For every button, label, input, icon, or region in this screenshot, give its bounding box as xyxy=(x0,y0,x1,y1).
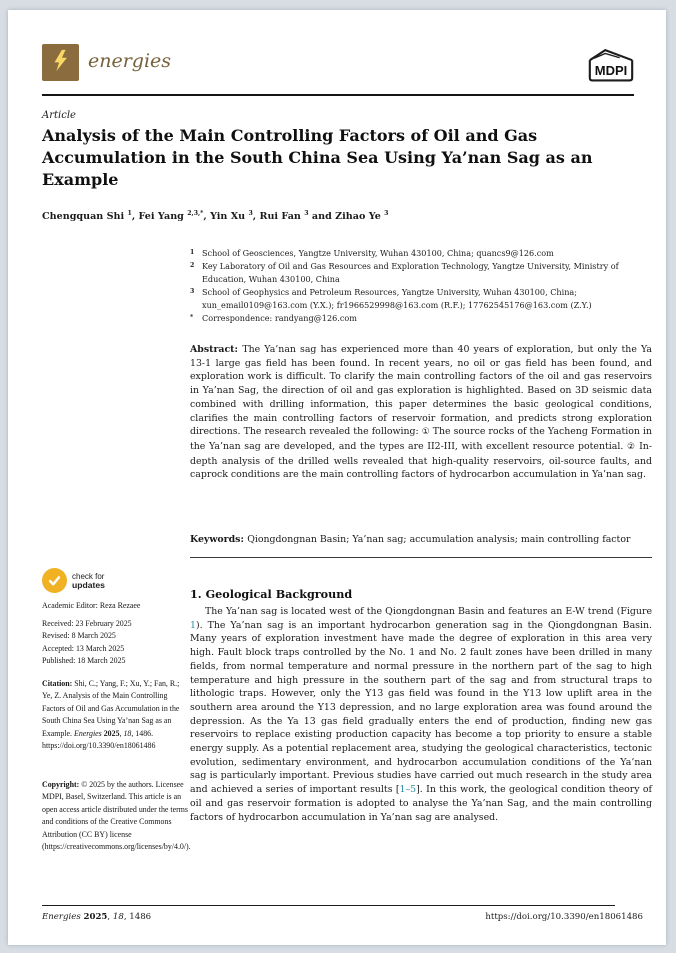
correspondence-text: Correspondence: randyang@126.com xyxy=(202,313,357,323)
check-for-updates-badge[interactable] xyxy=(42,567,152,594)
section-body-paragraph: The Ya’nan sag is located west of the Qiongdongnan Basin and features an E-W trend (Figure 1). The Ya’nan sag is an important hydrocarbon generation sag in the Qiongdongnan Basin. Many years of exploration investment have made the degree of exploration in this area very high. Fault block traps controlled by the No. 1 and No. 2 fault zones have been drilled in many fields, from normal temperature and normal pressure in the northern part of the sag to high temperature and high pressure in the southern part of the sag and from structural traps to lithologic traps. However, only the Y13 gas field was found in the Y13 low uplift area in the southern area around the Y13 depression, and no large exploration area was found around the depression. As the Ya 13 gas field gradually enters the end of production, finding new gas reservoirs to replace existing production capacity has become a top priority to ensure a stable energy supply. As a potential replacement area, studying the geological characteristics, tectonic evolution, sedimentary environment, and hydrocarbon accumulation conditions of the Ya’nan sag is particularly important. Previous studies have carried out much research in the study area and achieved a series of important results [1–5]. In this work, the geological condition theory of oil and gas reservoir formation is adopted to analyse the Ya’nan Sag, and the main controlling factors of hydrocarbon accumulation in Ya’nan sag are analysed. xyxy=(190,606,652,823)
abstract-paragraph: Abstract: The Ya’nan sag has experienced more than 40 years of exploration, but only the Ya 13-1 large gas field has been found. In recent years, no oil or gas field has been found, and exploration work is difficult. To clarify the main controlling factors of the oil and gas reservoirs in Ya’nan Sag, the direction of oil and gas exploration is highlighted. Based on 3D seismic data combined with drilling information, this paper determines the basic geological conditions, clarifies the main controlling factors of reservoir formation, and predicts strong exploration directions. The research revealed the following: ① The source rocks of the Yacheng Formation in the Ya’nan sag are developed, and the types are II2-III, with excellent resource potential. ② In-depth analysis of the drilled wells revealed that high-quality reservoirs, oil-source faults, and caprock conditions are the main controlling factors of hydrocarbon accumulation in Ya’nan sag. xyxy=(190,344,653,481)
correspondence-item xyxy=(190,312,642,325)
revised-date: Revised: 8 March 2025 xyxy=(42,631,116,641)
checkmark-icon xyxy=(42,568,67,593)
keywords-divider xyxy=(190,557,652,558)
affiliation-item xyxy=(190,247,642,260)
section-heading: 1. Geological Background xyxy=(190,587,353,601)
affiliation-text: School of Geophysics and Petroleum Resources, Yangtze University, Wuhan 430100, China; xun_email0109@163.com (Y.X.); fr1966529998@163.com (R.F.); 17762545176@163.com (Z.Y.) xyxy=(202,287,592,310)
keywords-line: Keywords: Qiongdongnan Basin; Ya’nan sag; accumulation analysis; main controlling factor xyxy=(190,534,631,545)
journal-wordmark: energies xyxy=(88,50,172,72)
article-type-label: Article xyxy=(42,110,76,121)
paper-page xyxy=(8,10,666,945)
affiliation-item xyxy=(190,286,642,312)
footer-doi-link[interactable]: https://doi.org/10.3390/en18061486 xyxy=(485,912,643,922)
page-footer xyxy=(42,912,643,922)
article-dates xyxy=(42,618,190,668)
copyright-block: Copyright: © 2025 by the authors. Licensee MDPI, Basel, Switzerland. This article is an open access article distributed under the terms and conditions of the Creative Commons Attribution (CC BY) license (https://creativecommons.org/licenses/by/4.0/). xyxy=(42,780,191,852)
inline-link[interactable]: 1 xyxy=(190,619,196,631)
accepted-date: Accepted: 13 March 2025 xyxy=(42,643,125,653)
published-date: Published: 18 March 2025 xyxy=(42,656,126,666)
author-line: Chengquan Shi $^1$, Fei Yang $^{2,3,*}$, Yin Xu $^3$, Rui Fan $^3$ and Zihao Ye $^3$ xyxy=(42,210,389,222)
affiliation-number: 2 xyxy=(190,262,195,269)
mdpi-logo-text: MDPI xyxy=(594,63,628,79)
affiliation-text: School of Geosciences, Yangtze University, Wuhan 430100, China; quancs9@126.com xyxy=(202,248,554,258)
energies-logo xyxy=(42,44,79,81)
mdpi-logo xyxy=(585,45,637,89)
badge-line2: updates xyxy=(72,579,105,590)
badge-line1: check for xyxy=(72,571,105,581)
lightning-bolt-icon xyxy=(49,46,72,79)
citation-block: Citation: Shi, C.; Yang, F.; Xu, Y.; Fan, R.; Ye, Z. Analysis of the Main Controlling Factors of Oil and Gas Accumulation in the South China Sea Using Ya’nan Sag as an Example. Energies 2025, 18, 1486. https://doi.org/10.3390/en18061486 xyxy=(42,679,180,751)
paper-title: Analysis of the Main Controlling Factors of Oil and Gas Accumulation in the South China Sea Using Ya’nan Sag as an Example xyxy=(42,126,593,189)
academic-editor: Academic Editor: Reza Rezaee xyxy=(42,601,141,610)
affiliation-text: Key Laboratory of Oil and Gas Resources and Exploration Technology, Yangtze University, Ministry of Education, Wuhan 430100, China xyxy=(202,261,619,284)
footer-divider xyxy=(42,905,615,906)
check-for-updates-label xyxy=(72,572,105,590)
affiliation-number: 3 xyxy=(190,288,195,295)
received-date: Received: 23 February 2025 xyxy=(42,619,132,628)
affiliation-number: 1 xyxy=(190,249,195,256)
affiliation-item xyxy=(190,260,642,286)
footer-citation: Energies 2025, 18, 1486 xyxy=(42,912,152,922)
header-divider xyxy=(42,94,634,96)
inline-link[interactable]: 1–5 xyxy=(399,784,417,796)
affiliation-list xyxy=(190,247,642,325)
correspondence-asterisk: * xyxy=(190,314,194,321)
